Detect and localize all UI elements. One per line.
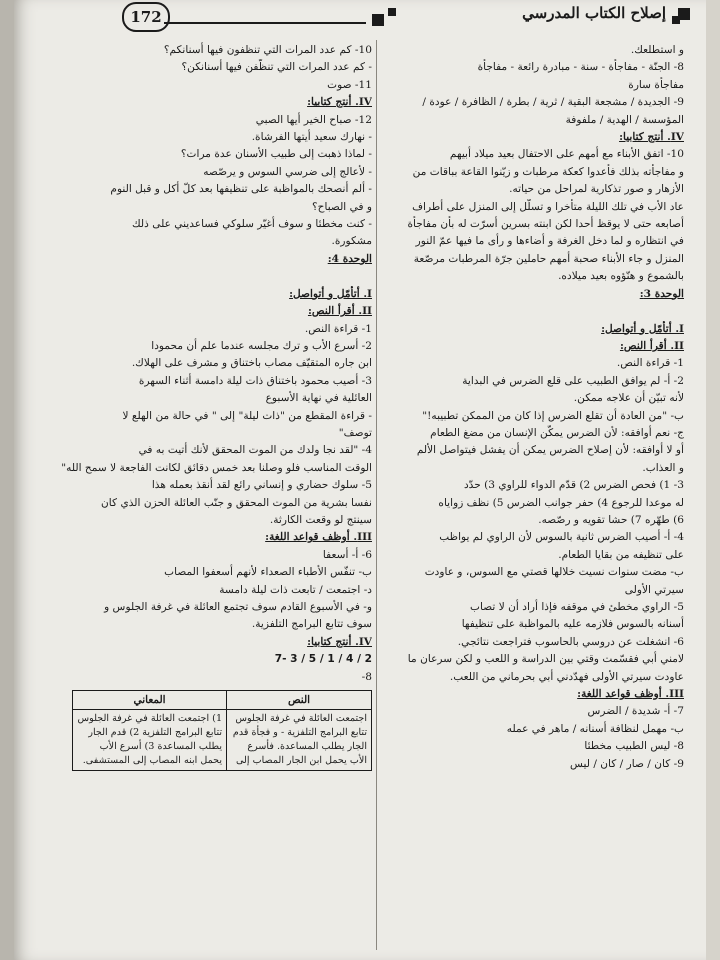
left-column-line — [60, 268, 372, 285]
header-square-icon — [672, 16, 680, 24]
right-column-line: لأنه تبيّن أن علاجه ممكن. — [573, 392, 684, 405]
right-column-line: III. أوظف قواعد اللغة: — [577, 688, 684, 701]
left-column-line: ب- تنفّس الأطباء الصعداء لأنهم أسعفوا المصاب — [164, 566, 372, 579]
right-column-line: 2- أ- لم يوافق الطبيب على قلع الضرس في البداية — [462, 374, 684, 387]
right-column-line: IV. أنتج كتابيا: — [619, 131, 684, 144]
left-column-line: سوف تتابع البرامج التلفزية. — [251, 618, 372, 631]
table-header-text: النص — [227, 691, 372, 710]
right-column-line: 8- الجنّة - مفاجأة - سنة - مبادرة رائعة - مفاجأة — [477, 61, 684, 74]
right-column-line: مفاجأة سارة — [628, 78, 684, 91]
right-column-line: و العذاب. — [642, 461, 684, 474]
left-column-line: الوحدة 4: — [327, 252, 372, 265]
right-column-line: الأزهار و صور تذكارية لمراحل من حياته. — [509, 183, 684, 196]
left-column-line: 7- 3 / 5 / 1 / 4 / 2 — [274, 653, 372, 666]
left-column-line: II. أقرأ النص: — [307, 305, 372, 318]
right-column-line: له موعدا للرجوع 4) حفر جوانب الضرس 5) نظف زواياه — [438, 496, 684, 509]
left-column-line: 2- أسرع الأب و ترك مجلسه عندما علم أن محمودا — [151, 339, 372, 352]
column-divider — [376, 40, 377, 950]
right-column-line: 4- أ- أصيب الضرس ثانية بالسوس لأن الراوي لم يواظب — [439, 531, 684, 544]
right-column-line: بالشموع و هنّؤوه بعيد ميلاده. — [558, 270, 684, 283]
left-column-line: الوقت المناسب فلو وصلنا بعد خمس دقائق لكانت الفاجعة لا سمح الله" — [61, 461, 372, 474]
right-column-line: 3- 1) فحص الضرس 2) قدّم الدواء للراوي 3) حدّد — [463, 479, 684, 492]
right-column-line — [380, 303, 684, 320]
left-column-line: 11- صوت — [327, 78, 372, 91]
page-number: 172 — [122, 2, 170, 32]
right-column-line: لامني أبي فقسّمت وقتي بين الدراسة و اللعب و لكن سرعان ما — [407, 653, 684, 666]
left-column-line: - لأعالج إلى ضرسي السوس و يرصّصه — [203, 165, 372, 178]
right-column-line: 1- قراءة النص. — [616, 357, 684, 370]
left-column-line: و- في الأسبوع القادم سوف تجتمع العائلة في غرفة الجلوس و — [104, 601, 372, 613]
left-column-line: - نهارك سعيد أيتها الفرشاة. — [251, 131, 372, 144]
left-column-line: - كم عدد المرات التي تنظّفن فيها أسنانكن؟ — [181, 61, 372, 74]
right-column-line: أسنانه بالسوس فلازمه عليه بالمواظبة على تنظيفها — [461, 618, 684, 631]
left-column-line: توصف" — [338, 426, 372, 439]
header-square-icon — [372, 14, 384, 26]
right-column-line: 6) طهّره 7) حشا تقويه و رصّصه. — [538, 513, 684, 526]
right-column-line: و مفاجأته بذلك فأعدوا كعكة مرطبات و زيّنوا القاعة بباقات من — [412, 165, 684, 178]
left-column-line: IV. أنتج كتابيا: — [307, 96, 372, 109]
right-column-line: 9- كان / صار / كان / ليس — [570, 757, 684, 770]
right-column — [380, 42, 684, 954]
right-column-line: على تنظيفه من بقايا الطعام. — [558, 548, 684, 561]
left-column-line: مشكورة. — [331, 235, 372, 248]
left-column-line: 3- أصيب محمود باختناق ذات ليلة دامسة أثناء السهرة — [138, 374, 372, 387]
left-column-line: - قراءة المقطع من "ذات ليلة" إلى " في حالة من الهلع لا — [122, 409, 372, 422]
left-column-line: ابن جاره المتقيّف مصاب باختناق و مشرف على الهلاك. — [131, 357, 372, 370]
left-column-line: 1- قراءة النص. — [304, 322, 372, 335]
adjacent-page-edge — [0, 0, 14, 960]
right-column-line: 8- ليس الطبيب مخطئا — [584, 740, 684, 753]
right-column-line: ب- "من العادة أن تقلع الضرس إذا كان من الممكن تطبيبه!" — [422, 409, 684, 422]
right-column-line: 9- الجديدة / مشجعة البقية / ثرية / بطرة / الظافرة / عودة / — [422, 96, 684, 109]
right-column-line: و استطلعك. — [630, 44, 684, 56]
book-page — [14, 0, 706, 960]
left-column-line: III. أوظف قواعد اللغة: — [265, 531, 372, 544]
right-column-line: المؤسسة / الهدية / ملفوفة — [565, 113, 684, 126]
right-column-line: 6- انشغلت عن دروسي بالحاسوب فتراجعت نتائجي. — [457, 635, 684, 648]
left-column-line: د- اجتمعت / تابعت ذات ليلة دامسة — [219, 583, 372, 596]
right-column-line: 5- الراوي مخطئ في موقفه فإذا أراد أن لا تصاب — [470, 601, 684, 613]
table-header-meanings: المعاني — [73, 691, 227, 710]
left-column-line: 8- — [361, 670, 372, 683]
answer-table — [72, 690, 372, 771]
left-column-line: 12- صباح الخير أيها الصبي — [255, 113, 372, 126]
right-column-line: أو لا أوافقه: لأن إصلاح الضرس يمكن أن يفشل فيتواصل الألم — [416, 444, 684, 457]
left-column-line: - ألم أنصحك بالمواظبة على تنظيفها بعد كلّ أكل و قبل النوم — [110, 183, 372, 196]
left-column-line: العائلية في نهاية الأسبوع — [265, 392, 372, 405]
right-column-line: عاودت سيرتي الأولى فهدّدني أبي بحرماني من اللعب. — [449, 670, 684, 683]
left-column-line: I. أتأمّل و أتواصل: — [289, 287, 372, 300]
right-column-line: ج- نعم أوافقه: لأن الضرس يمكّن الإنسان من مضغ الطعام — [430, 426, 684, 439]
right-column-line: 10- اتفق الأبناء مع أمهم على الاحتفال بعيد ميلاد أبيهم — [449, 148, 684, 161]
table-cell-text: اجتمعت العائلة في غرفة الجلوس تتابع البرامج التلفزية - و فجأة قدم الجار يطلب المساعدة. فأسرع الأب يحمل ابن الجار المصاب إلى — [227, 710, 372, 771]
left-column-line: 5- سلوك حضاري و إنساني رائع لقد أنقذ بعمله هذا — [151, 479, 372, 492]
left-column-line: IV. أنتج كتابيا: — [307, 635, 372, 648]
right-column-line: في انتظاره و لما دخل الغرفة و أضاءها و رأى ما فيها عمّ النور — [415, 235, 684, 248]
left-column-line: 4- "لقد نجا ولدك من الموت المحقق لأنك أتيت به في — [138, 444, 372, 457]
header-square-icon — [388, 8, 396, 16]
left-column-line: - لماذا ذهبت إلى طبيب الأسنان عدة مرات؟ — [180, 148, 372, 161]
right-column-line: II. أقرأ النص: — [619, 339, 684, 352]
left-column-lines — [60, 42, 372, 686]
left-column-line: 6- أ- أسعفا — [322, 548, 372, 561]
right-column-line: عاد الأب في تلك الليلة متأخرا و تسلّل إلى المنزل على أطراف — [412, 200, 684, 213]
right-column-line: ب- مضت سنوات نسيت خلالها قصتي مع السوس، و عاودت — [424, 566, 684, 579]
left-column-line: سينتج لو وقعت الكارثة. — [269, 513, 372, 526]
left-column-line: 10- كم عدد المرات التي تنظفون فيها أسنانكم؟ — [163, 44, 372, 56]
right-column-line: أصابعه حتى لا يوقظ أحدا لكن ابنته بسرين أسرّت له بأن مفاجأة — [407, 218, 684, 231]
left-column-line: - كنت مخطئا و سوف أغيّر سلوكي فساعديني على ذلك — [132, 218, 372, 231]
right-column-line: المنزل و جاء الأبناء صحبة أمهم حاملين جرّة المرطبات مرصّعة — [413, 252, 684, 265]
page-header — [14, 0, 706, 34]
header-rule — [164, 22, 366, 24]
table-cell-meanings: 1) اجتمعت العائلة في غرفة الجلوس تتابع البرامج التلفزية 2) قدم الجار يطلب المساعدة 3) أسرع الأب يحمل ابنه المصاب إلى المستشفى. — [73, 710, 227, 771]
page-edge-shadow — [706, 0, 720, 960]
left-column-line: نفسا بشرية من الموت المحقق و جنّب العائلة الحزن الذي كان — [101, 496, 372, 509]
right-column-line: الوحدة 3: — [639, 287, 684, 300]
page-title: إصلاح الكتاب المدرسي — [522, 4, 666, 22]
left-column-line: و في الصباح؟ — [312, 200, 372, 213]
table-row — [73, 710, 372, 771]
right-column-line: I. أتأمّل و أتواصل: — [601, 322, 684, 335]
right-column-line: 7- أ- شديدة / الضرس — [587, 705, 684, 718]
left-column — [60, 42, 372, 954]
right-column-line: سيرتي الأولى — [624, 583, 684, 596]
right-column-line: ب- مهمل لنظافة أسنانه / ماهر في عمله — [506, 722, 684, 735]
